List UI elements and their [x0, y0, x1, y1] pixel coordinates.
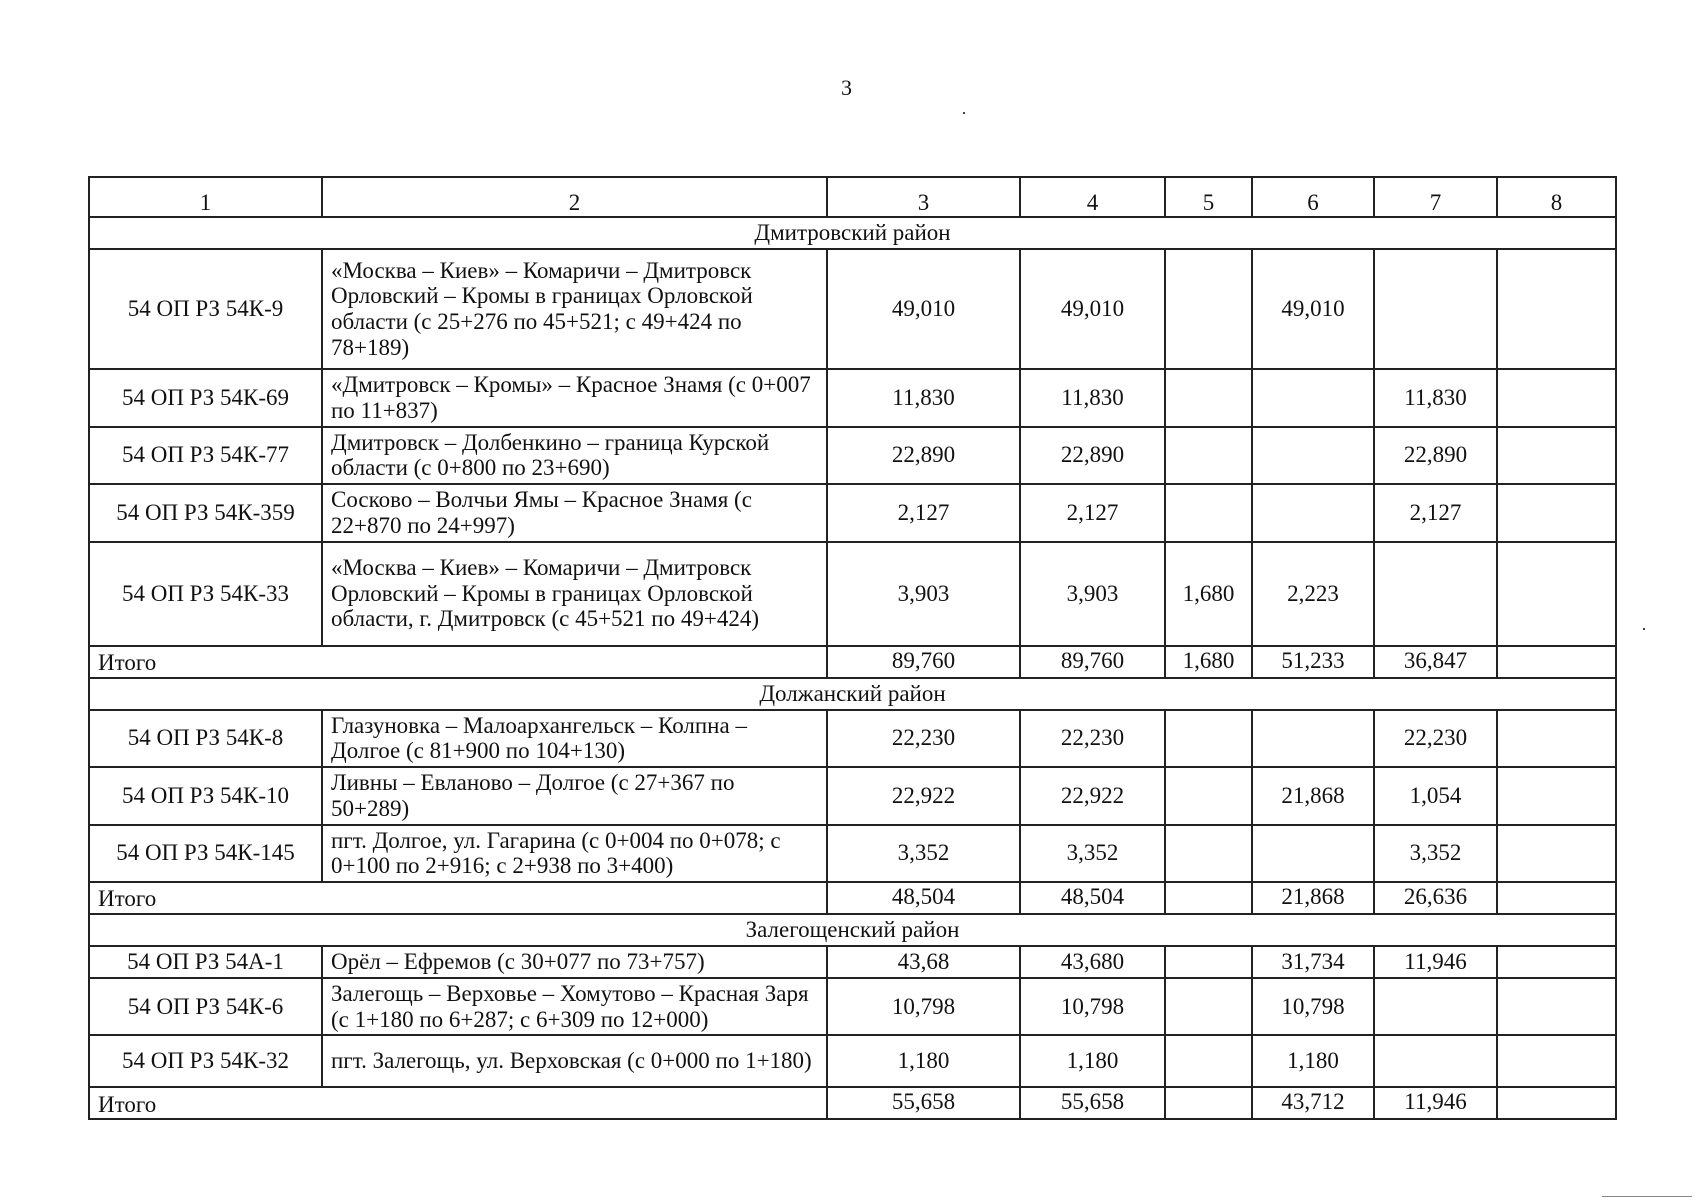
road-code: 54 ОП РЗ 54К-69	[89, 369, 322, 427]
scan-speck	[1643, 628, 1645, 630]
road-name: «Дмитровск – Кромы» – Красное Знамя (с 0+007 по 11+837)	[322, 369, 827, 427]
value-cell-c6: 1,180	[1252, 1035, 1374, 1087]
total-value-c8	[1497, 882, 1616, 914]
total-label: Итого	[89, 646, 827, 678]
value-cell-c6	[1252, 484, 1374, 542]
road-code: 54 ОП РЗ 54К-145	[89, 825, 322, 883]
value-cell-c5	[1165, 249, 1252, 369]
header-cell: 2	[322, 177, 827, 217]
table-body	[89, 177, 1616, 1119]
district-row	[89, 678, 1616, 710]
table-row	[89, 369, 1616, 427]
total-value-c5: 1,680	[1165, 646, 1252, 678]
value-cell-c4: 22,890	[1020, 427, 1165, 485]
value-cell-c3: 3,352	[827, 825, 1020, 883]
value-cell-c5	[1165, 369, 1252, 427]
roads-table	[88, 176, 1617, 1120]
value-cell-c7: 3,352	[1374, 825, 1497, 883]
value-cell-c5	[1165, 710, 1252, 768]
table-row	[89, 946, 1616, 978]
header-cell: 5	[1165, 177, 1252, 217]
table-row	[89, 767, 1616, 825]
district-name: Дмитровский район	[89, 217, 1616, 249]
table-row	[89, 427, 1616, 485]
value-cell-c6	[1252, 710, 1374, 768]
total-row	[89, 1087, 1616, 1119]
total-label: Итого	[89, 1087, 827, 1119]
district-name: Должанский район	[89, 678, 1616, 710]
value-cell-c7	[1374, 978, 1497, 1036]
value-cell-c5: 1,680	[1165, 542, 1252, 646]
value-cell-c6: 21,868	[1252, 767, 1374, 825]
value-cell-c3: 49,010	[827, 249, 1020, 369]
value-cell-c7: 1,054	[1374, 767, 1497, 825]
value-cell-c3: 3,903	[827, 542, 1020, 646]
road-name: пгт. Долгое, ул. Гагарина (с 0+004 по 0+078; с 0+100 по 2+916; с 2+938 по 3+400)	[322, 825, 827, 883]
scan-speck	[963, 112, 965, 114]
value-cell-c3: 2,127	[827, 484, 1020, 542]
road-name: Ливны – Евланово – Долгое (с 27+367 по 50+289)	[322, 767, 827, 825]
table-row	[89, 710, 1616, 768]
total-value-c6: 21,868	[1252, 882, 1374, 914]
road-name: «Москва – Киев» – Комаричи – Дмитровск Орловский – Кромы в границах Орловской области, г. Дмитровск (с 45+521 по 49+424)	[322, 542, 827, 646]
value-cell-c7: 11,830	[1374, 369, 1497, 427]
value-cell-c5	[1165, 978, 1252, 1036]
road-code: 54 ОП РЗ 54А-1	[89, 946, 322, 978]
header-cell: 4	[1020, 177, 1165, 217]
value-cell-c5	[1165, 1035, 1252, 1087]
value-cell-c8	[1497, 427, 1616, 485]
value-cell-c8	[1497, 710, 1616, 768]
header-row	[89, 177, 1616, 217]
total-value-c5	[1165, 1087, 1252, 1119]
value-cell-c7: 2,127	[1374, 484, 1497, 542]
total-value-c3: 89,760	[827, 646, 1020, 678]
total-value-c6: 51,233	[1252, 646, 1374, 678]
value-cell-c7: 22,230	[1374, 710, 1497, 768]
total-value-c4: 48,504	[1020, 882, 1165, 914]
value-cell-c7: 11,946	[1374, 946, 1497, 978]
value-cell-c6	[1252, 427, 1374, 485]
value-cell-c3: 1,180	[827, 1035, 1020, 1087]
value-cell-c5	[1165, 825, 1252, 883]
total-value-c7: 36,847	[1374, 646, 1497, 678]
value-cell-c6: 49,010	[1252, 249, 1374, 369]
value-cell-c8	[1497, 369, 1616, 427]
value-cell-c6	[1252, 825, 1374, 883]
total-value-c7: 11,946	[1374, 1087, 1497, 1119]
value-cell-c5	[1165, 946, 1252, 978]
value-cell-c7	[1374, 1035, 1497, 1087]
value-cell-c7	[1374, 249, 1497, 369]
total-value-c5	[1165, 882, 1252, 914]
road-code: 54 ОП РЗ 54К-359	[89, 484, 322, 542]
value-cell-c4: 49,010	[1020, 249, 1165, 369]
total-value-c3: 48,504	[827, 882, 1020, 914]
header-cell: 8	[1497, 177, 1616, 217]
total-value-c8	[1497, 646, 1616, 678]
road-code: 54 ОП РЗ 54К-32	[89, 1035, 322, 1087]
value-cell-c3: 11,830	[827, 369, 1020, 427]
value-cell-c4: 11,830	[1020, 369, 1165, 427]
value-cell-c3: 22,922	[827, 767, 1020, 825]
value-cell-c8	[1497, 767, 1616, 825]
value-cell-c6: 2,223	[1252, 542, 1374, 646]
value-cell-c4: 22,922	[1020, 767, 1165, 825]
road-name: Дмитровск – Долбенкино – граница Курской области (с 0+800 по 23+690)	[322, 427, 827, 485]
road-name: Залегощь – Верховье – Хомутово – Красная Заря (с 1+180 по 6+287; с 6+309 по 12+000)	[322, 978, 827, 1036]
total-value-c4: 55,658	[1020, 1087, 1165, 1119]
total-value-c3: 55,658	[827, 1087, 1020, 1119]
total-value-c6: 43,712	[1252, 1087, 1374, 1119]
total-label: Итого	[89, 882, 827, 914]
road-name: Сосково – Волчьи Ямы – Красное Знамя (с 22+870 по 24+997)	[322, 484, 827, 542]
road-code: 54 ОП РЗ 54К-10	[89, 767, 322, 825]
district-row	[89, 217, 1616, 249]
total-value-c7: 26,636	[1374, 882, 1497, 914]
value-cell-c8	[1497, 484, 1616, 542]
value-cell-c6: 10,798	[1252, 978, 1374, 1036]
value-cell-c6	[1252, 369, 1374, 427]
value-cell-c3: 10,798	[827, 978, 1020, 1036]
value-cell-c3: 43,68	[827, 946, 1020, 978]
table-row	[89, 978, 1616, 1036]
road-name: Орёл – Ефремов (с 30+077 по 73+757)	[322, 946, 827, 978]
district-row	[89, 914, 1616, 946]
value-cell-c4: 22,230	[1020, 710, 1165, 768]
total-value-c8	[1497, 1087, 1616, 1119]
value-cell-c3: 22,230	[827, 710, 1020, 768]
value-cell-c8	[1497, 249, 1616, 369]
header-cell: 6	[1252, 177, 1374, 217]
value-cell-c8	[1497, 542, 1616, 646]
footer-line	[1602, 1196, 1692, 1197]
table-row	[89, 484, 1616, 542]
value-cell-c6: 31,734	[1252, 946, 1374, 978]
road-code: 54 ОП РЗ 54К-6	[89, 978, 322, 1036]
road-name: «Москва – Киев» – Комаричи – Дмитровск Орловский – Кромы в границах Орловской области (с 25+276 по 45+521; с 49+424 по 78+189)	[322, 249, 827, 369]
table-row	[89, 542, 1616, 646]
table-row	[89, 249, 1616, 369]
header-cell: 3	[827, 177, 1020, 217]
value-cell-c4: 2,127	[1020, 484, 1165, 542]
value-cell-c3: 22,890	[827, 427, 1020, 485]
value-cell-c4: 1,180	[1020, 1035, 1165, 1087]
value-cell-c5	[1165, 427, 1252, 485]
district-name: Залегощенский район	[89, 914, 1616, 946]
table-row	[89, 1035, 1616, 1087]
value-cell-c7	[1374, 542, 1497, 646]
road-code: 54 ОП РЗ 54К-77	[89, 427, 322, 485]
total-value-c4: 89,760	[1020, 646, 1165, 678]
value-cell-c5	[1165, 767, 1252, 825]
header-cell: 7	[1374, 177, 1497, 217]
table-row	[89, 825, 1616, 883]
value-cell-c5	[1165, 484, 1252, 542]
road-name: Глазуновка – Малоархангельск – Колпна – Долгое (с 81+900 по 104+130)	[322, 710, 827, 768]
total-row	[89, 646, 1616, 678]
road-code: 54 ОП РЗ 54К-8	[89, 710, 322, 768]
value-cell-c4: 10,798	[1020, 978, 1165, 1036]
value-cell-c8	[1497, 1035, 1616, 1087]
value-cell-c4: 43,680	[1020, 946, 1165, 978]
total-row	[89, 882, 1616, 914]
page-number: 3	[841, 75, 852, 100]
road-name: пгт. Залегощь, ул. Верховская (с 0+000 по 1+180)	[322, 1035, 827, 1087]
road-code: 54 ОП РЗ 54К-9	[89, 249, 322, 369]
road-code: 54 ОП РЗ 54К-33	[89, 542, 322, 646]
value-cell-c8	[1497, 825, 1616, 883]
value-cell-c8	[1497, 946, 1616, 978]
value-cell-c8	[1497, 978, 1616, 1036]
value-cell-c7: 22,890	[1374, 427, 1497, 485]
value-cell-c4: 3,903	[1020, 542, 1165, 646]
value-cell-c4: 3,352	[1020, 825, 1165, 883]
header-cell: 1	[89, 177, 322, 217]
